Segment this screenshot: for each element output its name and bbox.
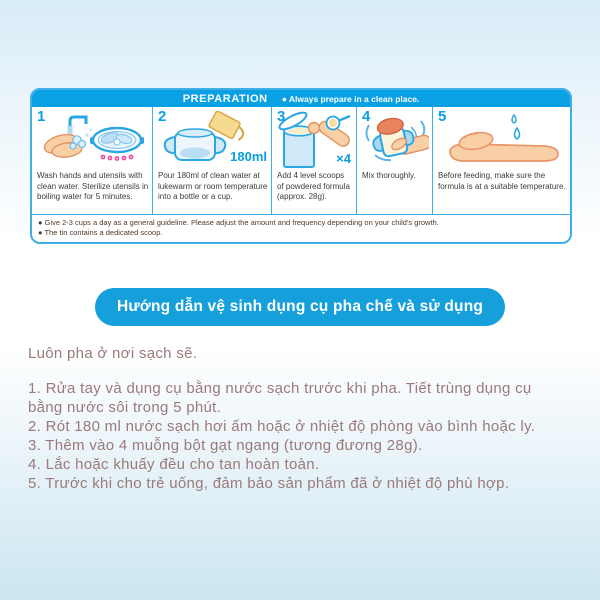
intro-line: Luôn pha ở nơi sạch sẽ. <box>28 345 198 362</box>
step-2-caption: Pour 180ml of clean water at lukewarm or room temperature into a bottle or a cup. <box>158 171 268 202</box>
mix-cup-icon <box>361 108 429 169</box>
instruction-item: 3. Thêm vào 4 muỗng bột gạt ngang (tương đương 28g). <box>28 437 423 454</box>
instruction-item: 2. Rót 180 ml nước sạch hơi ấm hoặc ở nhiệt độ phòng vào bình hoặc ly. <box>28 418 536 435</box>
step-4 <box>357 107 433 214</box>
step-2-number: 2 <box>158 108 167 125</box>
scoop-count-badge: ×4 <box>336 151 351 166</box>
step-2 <box>153 107 272 214</box>
hygiene-guide-button[interactable]: Hướng dẫn vệ sinh dụng cụ pha chế và sử dụng <box>95 288 505 326</box>
instruction-item: 1. Rửa tay và dụng cụ bằng nước sạch trước khi pha. Tiết trùng dụng cụ bằng nước sôi trong 5 phút. <box>28 380 532 416</box>
preparation-title: PREPARATION <box>182 92 268 105</box>
note-line: ● Give 2-3 cups a day as a general guideline. Please adjust the amount and frequency depending on your child's growth. <box>38 218 439 227</box>
step-1 <box>32 107 153 214</box>
instructions-vietnamese <box>28 344 548 493</box>
step-5-art <box>433 107 570 169</box>
volume-badge: 180ml <box>230 149 267 164</box>
step-4-number: 4 <box>362 108 371 125</box>
step-5-caption: Before feeding, make sure the formula is at a suitable temperature. <box>438 171 566 191</box>
steps-row <box>32 107 570 214</box>
instruction-item: 4. Lắc hoặc khuấy đều cho tan hoàn toàn. <box>28 456 320 473</box>
step-5 <box>433 107 570 214</box>
temperature-check-icon <box>438 108 564 169</box>
step-2-art <box>153 107 271 169</box>
wash-hands-sterilize-icon <box>37 108 147 169</box>
step-1-caption: Wash hands and utensils with clean water. Sterilize utensils in boiling water for 5 minutes. <box>37 171 149 202</box>
note-line: ● The tin contains a dedicated scoop. <box>38 228 163 237</box>
instruction-item: 5. Trước khi cho trẻ uống, đảm bảo sản phẩm đã ở nhiệt độ phù hợp. <box>28 475 510 492</box>
step-1-number: 1 <box>37 108 46 125</box>
step-1-art <box>32 107 152 169</box>
step-3-caption: Add 4 level scoops of powdered formula (approx. 28g). <box>277 171 350 202</box>
step-4-caption: Mix thoroughly. <box>362 171 416 180</box>
step-5-number: 5 <box>438 108 447 125</box>
step-3 <box>272 107 357 214</box>
preparation-notes <box>32 214 570 238</box>
step-3-number: 3 <box>277 108 286 125</box>
preparation-header <box>32 90 570 107</box>
preparation-panel <box>30 88 572 244</box>
preparation-subtitle: ● Always prepare in a clean place. <box>281 93 420 104</box>
flames <box>101 155 134 161</box>
